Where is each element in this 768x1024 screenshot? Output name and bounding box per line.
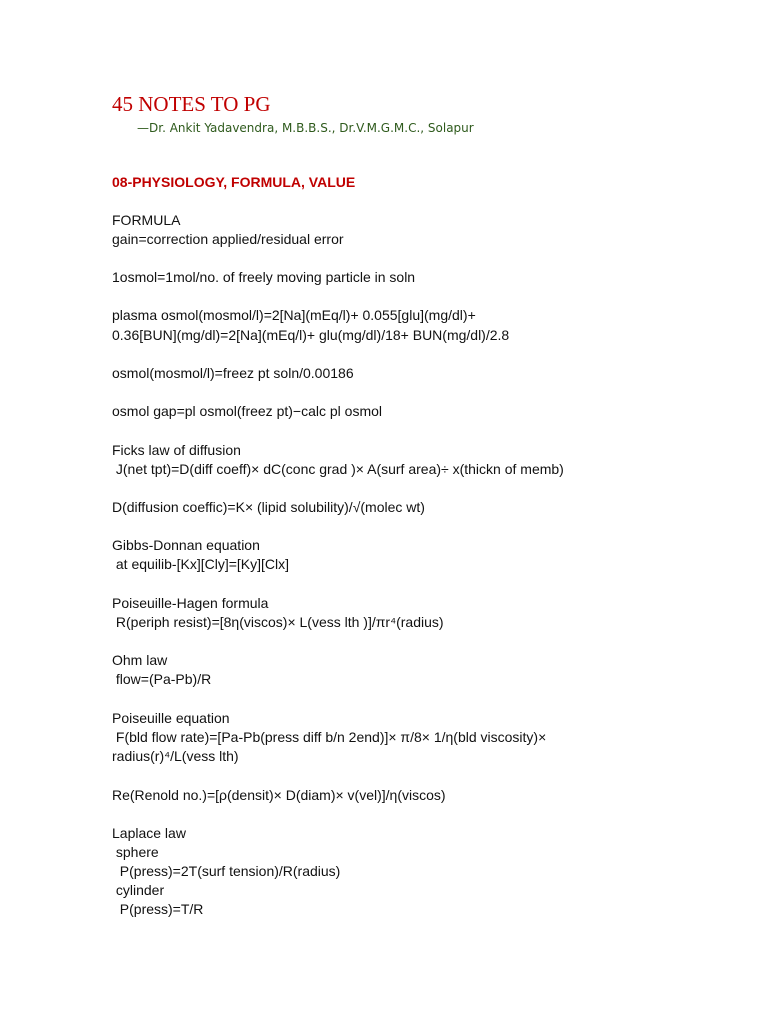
formula-line: J(net tpt)=D(diff coeff)× dC(conc grad )× A(surf area)÷ x(thickn of memb)	[112, 461, 564, 477]
formula-line: R(periph resist)=[8η(viscos)× L(vess lth )]/πr⁴(radius)	[112, 614, 444, 630]
document-title: 45 NOTES TO PG	[112, 92, 271, 116]
formula-heading: Ohm law	[112, 652, 168, 668]
formula-line: 0.36[BUN](mg/dl)=2[Na](mEq/l)+ glu(mg/dl)/18+ BUN(mg/dl)/2.8	[112, 327, 510, 343]
formula-line: gain=correction applied/residual error	[112, 231, 344, 247]
formula-line: radius(r)⁴/L(vess lth)	[112, 748, 239, 764]
formula-line: plasma osmol(mosmol/l)=2[Na](mEq/l)+ 0.055[glu](mg/dl)+	[112, 307, 476, 323]
formula-line: D(diffusion coeffic)=K× (lipid solubility)/√(molec wt)	[112, 499, 425, 515]
formula-line: P(press)=T/R	[112, 901, 204, 917]
formula-line: flow=(Pa-Pb)/R	[112, 671, 212, 687]
formula-line: 1osmol=1mol/no. of freely moving particle in soln	[112, 269, 416, 285]
formula-line: osmol(mosmol/l)=freez pt soln/0.00186	[112, 365, 354, 381]
formula-line: F(bld flow rate)=[Pa-Pb(press diff b/n 2end)]× π/8× 1/η(bld viscosity)×	[112, 729, 547, 745]
formula-line: osmol gap=pl osmol(freez pt)−calc pl osmol	[112, 403, 383, 419]
formula-line: Re(Renold no.)=[ρ(densit)× D(diam)× v(vel)]/η(viscos)	[112, 787, 446, 803]
formula-line: cylinder	[112, 882, 165, 898]
section-heading: 08-PHYSIOLOGY, FORMULA, VALUE	[112, 174, 356, 190]
formula-heading: Ficks law of diffusion	[112, 442, 241, 458]
formula-line: at equilib-[Kx][Cly]=[Ky][Clx]	[112, 556, 290, 572]
formula-line: P(press)=2T(surf tension)/R(radius)	[112, 863, 341, 879]
formula-heading: Poiseuille-Hagen formula	[112, 595, 269, 611]
formula-line: sphere	[112, 844, 159, 860]
formula-heading: Laplace law	[112, 825, 186, 841]
formula-heading: Poiseuille equation	[112, 710, 230, 726]
author-byline: —Dr. Ankit Yadavendra, M.B.B.S., Dr.V.M.G.M.C., Solapur	[137, 121, 474, 135]
formula-heading: Gibbs-Donnan equation	[112, 537, 260, 553]
formula-heading: FORMULA	[112, 212, 181, 228]
